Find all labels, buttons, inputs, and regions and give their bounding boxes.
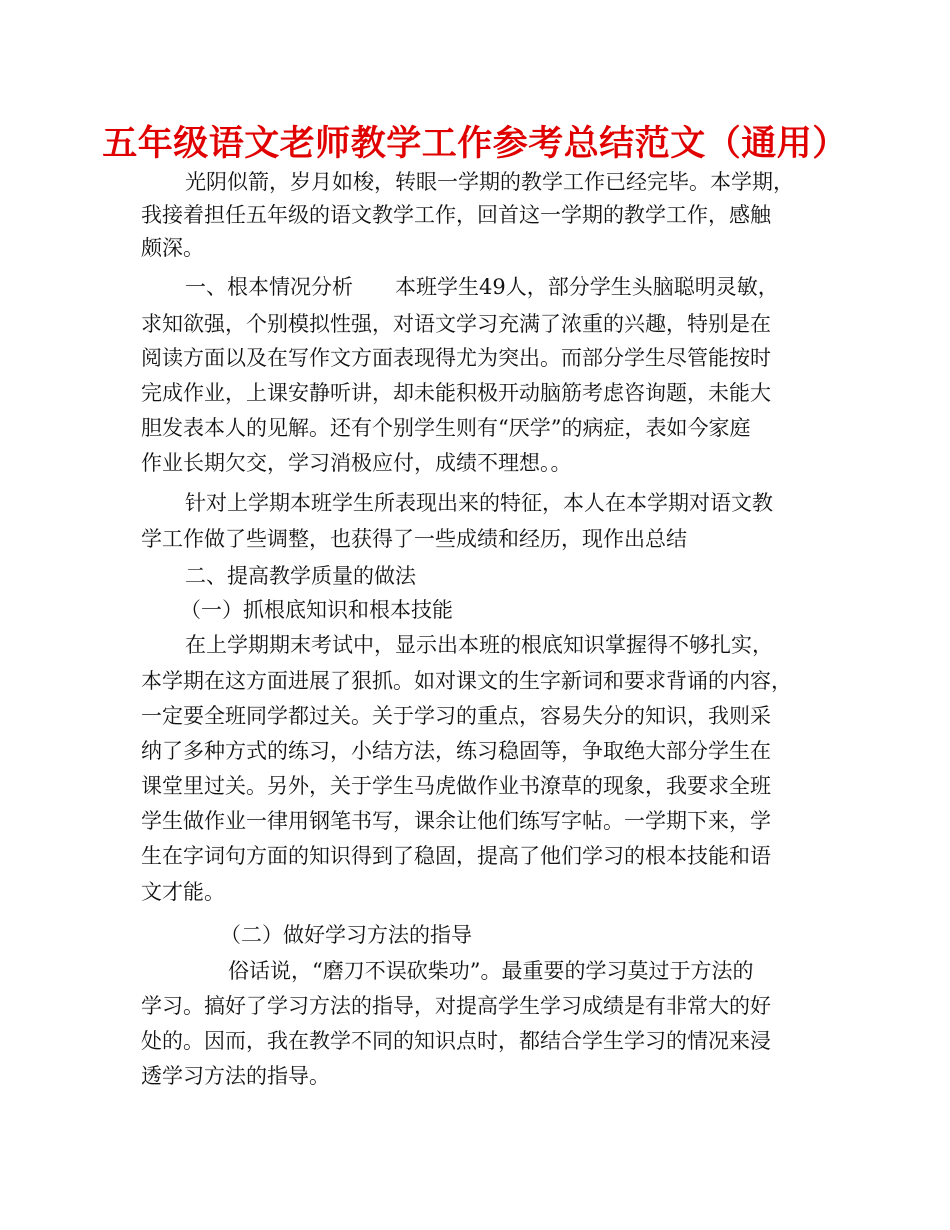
subsection-heading-1: （一）抓根底知识和根本技能 [180,598,453,622]
text-line: 俗话说，“磨刀不误砍柴功”。最重要的学习莫过于方法的 [228,959,754,983]
text-line: 求知欲强，个别模拟性强，对语文学习充满了浓重的兴趣，特别是在 [141,312,771,336]
text-line: 学工作做了些调整，也获得了一些成绩和经历，现作出总结 [141,527,687,551]
text-line: 纳了多种方式的练习，小结方法，练习稳固等，争取绝大部分学生在 [141,739,771,763]
document-title: 五年级语文老师教学工作参考总结范文（通用） [102,124,848,164]
text-line: 处的。因而，我在教学不同的知识点时，都结合学生学习的情况来浸 [141,1029,771,1053]
text-line: 学习。搞好了学习方法的指导，对提高学生学习成绩是有非常大的好 [141,994,771,1018]
section-heading-2: 二、提高教学质量的做法 [185,564,416,588]
text-line: 胆发表本人的见解。还有个别学生则有“厌学”的病症，表如今家庭 [141,416,751,440]
section-heading-1: 一、根本情况分析 本班学生49人，部分学生头脑聪明灵敏， [185,275,779,299]
text-line: 光阴似箭，岁月如梭，转眼一学期的教学工作已经完毕。本学期， [185,170,794,194]
text-line: 在上学期期末考试中，显示出本班的根底知识掌握得不够扎实， [185,633,773,657]
text-line: 一定要全班同学都过关。关于学习的重点，容易失分的知识，我则采 [141,704,771,728]
text-line: 颇深。 [141,236,204,260]
text-line: 文才能。 [141,880,225,904]
text-line: 完成作业，上课安静听讲，却未能积极开动脑筋考虑咨询题，未能大 [141,381,771,405]
text-line: 透学习方法的指导。 [141,1064,330,1088]
text-line: 针对上学期本班学生所表现出来的特征，本人在本学期对语文教 [185,491,773,515]
text-line: 我接着担任五年级的语文教学工作，回首这一学期的教学工作，感触 [141,203,771,227]
text-line: 生在字词句方面的知识得到了稳固，提高了他们学习的根本技能和语 [141,844,771,868]
text-line: 学生做作业一律用钢笔书写，课余让他们练写字帖。一学期下来，学 [141,809,771,833]
subsection-heading-2: （二）做好学习方法的指导 [220,923,472,947]
text-line: 本学期在这方面进展了狠抓。如对课文的生字新词和要求背诵的内容， [141,669,792,693]
text-line: 阅读方面以及在写作文方面表现得尤为突出。而部分学生尽管能按时 [141,346,771,370]
text-line: 作业长期欠交，学习消极应付，成绩不理想。。 [141,451,572,475]
text-line: 课堂里过关。另外，关于学生马虎做作业书潦草的现象，我要求全班 [141,774,771,798]
